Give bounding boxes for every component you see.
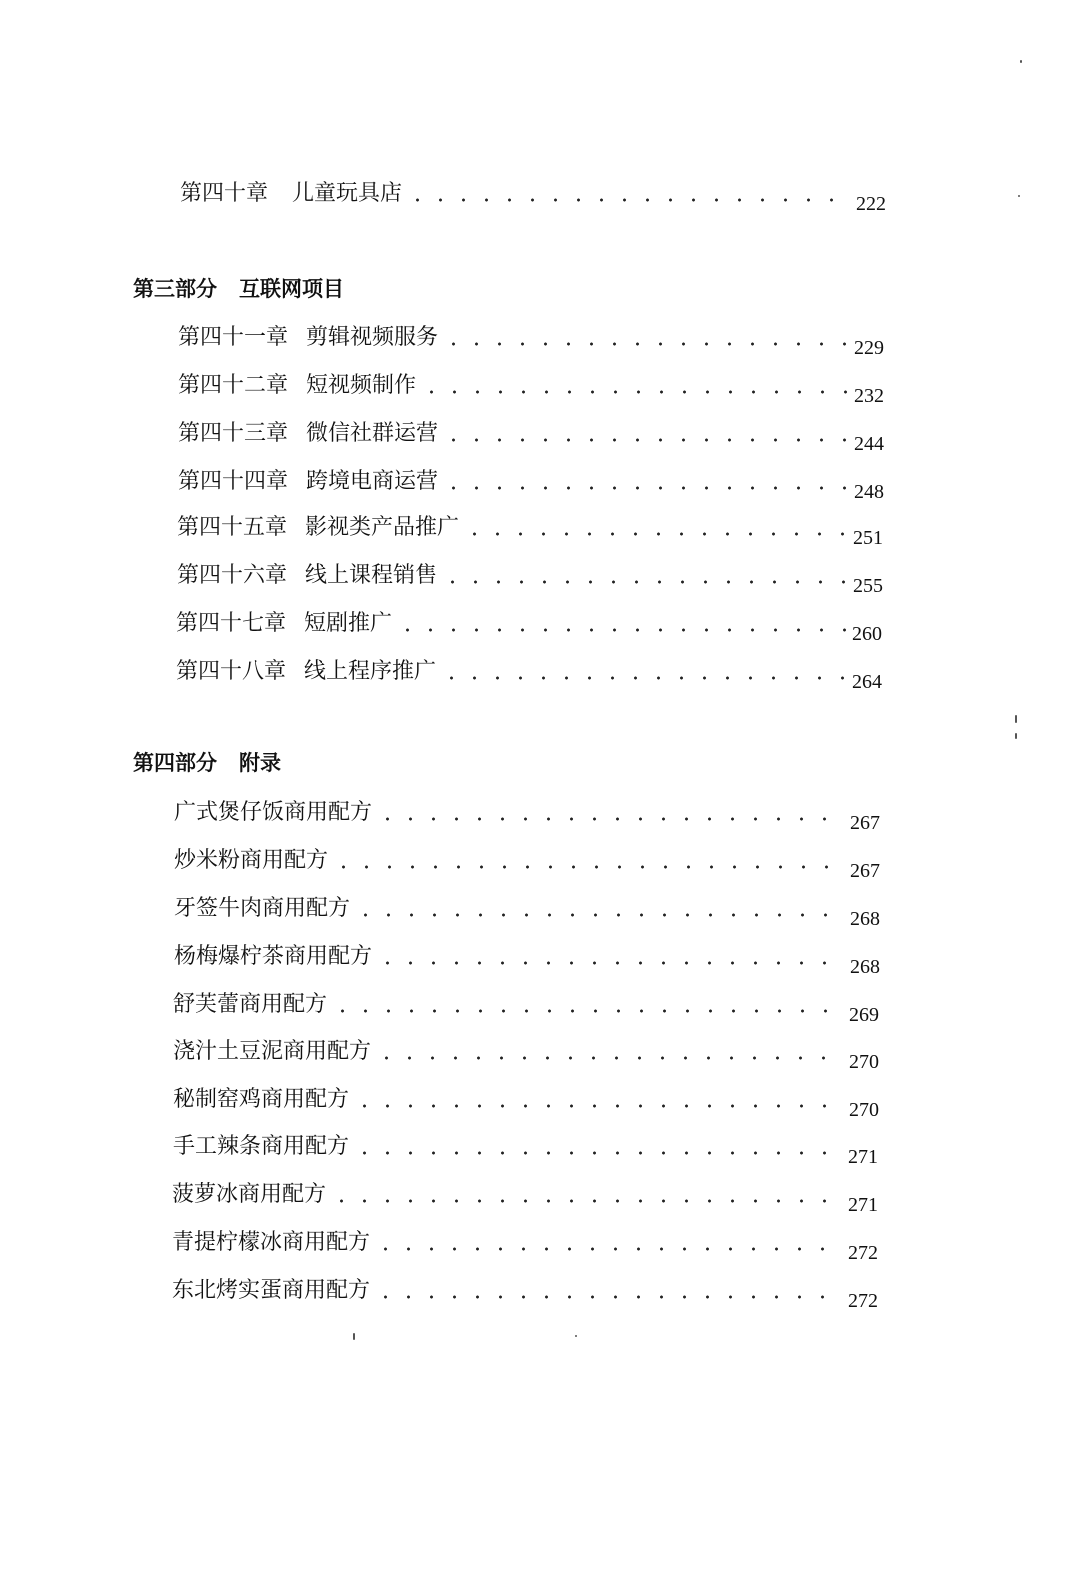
dot-leader bbox=[440, 674, 846, 682]
dot-leader bbox=[332, 863, 844, 871]
toc-entry[interactable] bbox=[178, 322, 884, 359]
toc-entry[interactable] bbox=[174, 941, 880, 978]
dot-leader bbox=[354, 911, 844, 919]
entry-chapter: 第四十二章 bbox=[178, 373, 289, 398]
entry-page-number: 222 bbox=[856, 193, 886, 215]
dot-leader bbox=[374, 1293, 842, 1301]
entry-title: 炒米粉商用配方 bbox=[174, 848, 329, 873]
entry-title: 青提柠檬冰商用配方 bbox=[172, 1230, 371, 1255]
dot-leader bbox=[442, 484, 848, 492]
entry-title: 牙签牛肉商用配方 bbox=[174, 896, 351, 921]
scan-speck bbox=[575, 1335, 577, 1337]
toc-entry[interactable] bbox=[176, 656, 882, 693]
entry-title: 线上课程销售 bbox=[305, 563, 438, 588]
entry-page-number: 271 bbox=[848, 1194, 878, 1216]
entry-title: 菠萝冰商用配方 bbox=[172, 1182, 327, 1207]
dot-leader bbox=[353, 1102, 843, 1110]
entry-page-number: 267 bbox=[850, 812, 880, 834]
entry-chapter: 第四十七章 bbox=[176, 611, 287, 636]
entry-page-number: 260 bbox=[852, 623, 882, 645]
toc-entry[interactable] bbox=[178, 370, 884, 407]
entry-page-number: 271 bbox=[848, 1146, 878, 1168]
entry-chapter: 第四十一章 bbox=[178, 325, 289, 350]
toc-entry[interactable] bbox=[174, 893, 880, 930]
dot-leader bbox=[396, 626, 846, 634]
dot-leader bbox=[406, 196, 850, 204]
entry-page-number: 268 bbox=[850, 908, 880, 930]
dot-leader bbox=[442, 340, 848, 348]
entry-page-number: 267 bbox=[850, 860, 880, 882]
entry-chapter: 第四十六章 bbox=[177, 563, 288, 588]
entry-title: 手工辣条商用配方 bbox=[173, 1134, 350, 1159]
entry-title: 短视频制作 bbox=[306, 373, 417, 398]
scan-speck bbox=[1015, 733, 1017, 739]
entry-page-number: 272 bbox=[848, 1290, 878, 1312]
dot-leader bbox=[376, 959, 844, 967]
entry-title: 秘制窑鸡商用配方 bbox=[173, 1087, 350, 1112]
dot-leader bbox=[441, 578, 847, 586]
entry-chapter: 第四十四章 bbox=[178, 469, 289, 494]
section-heading bbox=[133, 276, 344, 302]
entry-page-number: 264 bbox=[852, 671, 882, 693]
entry-title: 浇汁土豆泥商用配方 bbox=[173, 1039, 372, 1064]
scan-speck bbox=[353, 1333, 355, 1340]
section-name: 附录 bbox=[239, 751, 281, 775]
dot-leader bbox=[353, 1149, 842, 1157]
entry-page-number: 270 bbox=[849, 1099, 879, 1121]
entry-title: 短剧推广 bbox=[304, 611, 393, 636]
entry-title: 跨境电商运营 bbox=[306, 469, 439, 494]
dot-leader bbox=[331, 1007, 843, 1015]
entry-page-number: 232 bbox=[854, 385, 884, 407]
entry-title: 广式煲仔饭商用配方 bbox=[174, 800, 373, 825]
entry-title: 杨梅爆柠茶商用配方 bbox=[174, 944, 373, 969]
entry-page-number: 251 bbox=[853, 527, 883, 549]
toc-entry[interactable] bbox=[174, 797, 880, 834]
entry-title: 影视类产品推广 bbox=[305, 515, 460, 540]
entry-title: 线上程序推广 bbox=[304, 659, 437, 684]
entry-chapter: 第四十三章 bbox=[178, 421, 289, 446]
entry-page-number: 268 bbox=[850, 956, 880, 978]
toc-entry[interactable] bbox=[172, 1179, 878, 1216]
section-name: 互联网项目 bbox=[239, 277, 344, 301]
entry-title: 儿童玩具店 bbox=[292, 181, 403, 206]
entry-page-number: 272 bbox=[848, 1242, 878, 1264]
scan-speck bbox=[1015, 715, 1017, 723]
dot-leader bbox=[376, 815, 844, 823]
toc-entry[interactable] bbox=[177, 512, 883, 549]
entry-chapter: 第四十五章 bbox=[177, 515, 288, 540]
entry-page-number: 255 bbox=[853, 575, 883, 597]
dot-leader bbox=[442, 436, 848, 444]
dot-leader bbox=[420, 388, 848, 396]
entry-chapter: 第四十八章 bbox=[176, 659, 287, 684]
entry-title: 剪辑视频服务 bbox=[306, 325, 439, 350]
entry-chapter: 第四十章 bbox=[180, 181, 269, 206]
toc-entry[interactable] bbox=[172, 1275, 878, 1312]
scan-speck bbox=[1020, 60, 1022, 63]
entry-page-number: 269 bbox=[849, 1004, 879, 1026]
dot-leader bbox=[374, 1245, 842, 1253]
scan-speck bbox=[1018, 195, 1020, 197]
section-heading bbox=[133, 750, 281, 776]
dot-leader bbox=[330, 1197, 842, 1205]
section-part-label: 第四部分 bbox=[133, 751, 217, 775]
toc-entry[interactable] bbox=[178, 466, 884, 503]
toc-entry[interactable] bbox=[173, 1131, 878, 1168]
entry-page-number: 248 bbox=[854, 481, 884, 503]
toc-entry[interactable] bbox=[172, 1227, 878, 1264]
entry-page-number: 244 bbox=[854, 433, 884, 455]
toc-entry[interactable] bbox=[173, 1036, 879, 1073]
toc-entry[interactable] bbox=[173, 989, 879, 1026]
toc-entry[interactable] bbox=[180, 178, 886, 215]
entry-page-number: 270 bbox=[849, 1051, 879, 1073]
toc-entry[interactable] bbox=[178, 418, 884, 455]
toc-entry[interactable] bbox=[174, 845, 880, 882]
toc-entry[interactable] bbox=[173, 1084, 879, 1121]
toc-entry[interactable] bbox=[177, 560, 883, 597]
entry-title: 舒芙蕾商用配方 bbox=[173, 992, 328, 1017]
dot-leader bbox=[375, 1054, 843, 1062]
entry-title: 微信社群运营 bbox=[306, 421, 439, 446]
dot-leader bbox=[463, 530, 847, 538]
toc-entry[interactable] bbox=[176, 608, 882, 645]
entry-title: 东北烤实蛋商用配方 bbox=[172, 1278, 371, 1303]
entry-page-number: 229 bbox=[854, 337, 884, 359]
section-part-label: 第三部分 bbox=[133, 277, 217, 301]
